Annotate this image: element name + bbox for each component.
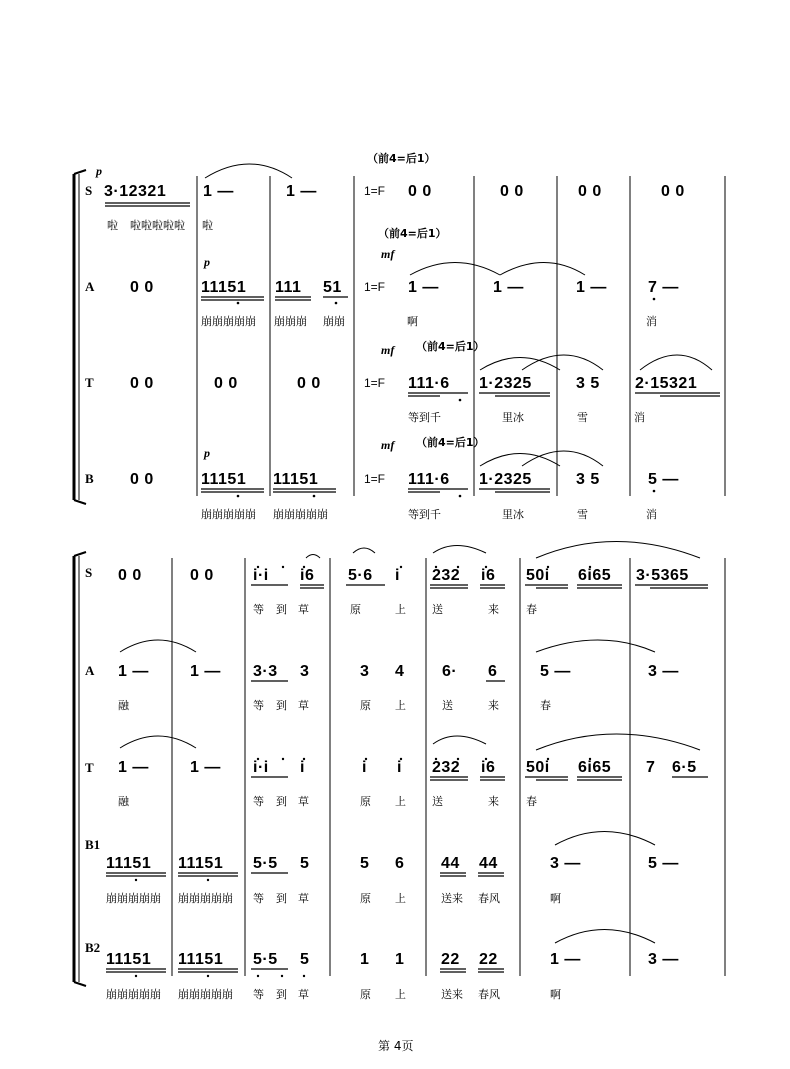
lyric: 里冰 [502,508,524,521]
note-group: 11151 [201,471,247,488]
note-group: 3 — [648,951,679,968]
lyric: 融 [118,795,129,808]
lyric: 等到千 [408,508,441,521]
dynamic-mf: mf [381,343,395,357]
lyric: 啊 [407,315,418,328]
lyric: 草 [298,892,309,905]
note-group: i6 [481,567,496,584]
lyric: 春风 [478,988,500,1001]
lyric: 啊 [550,892,561,905]
part-label-alto: A [85,279,95,294]
note-group: 3 — [550,855,581,872]
note-group: 111·6 [408,375,450,392]
lyric: 崩崩崩 [274,315,307,328]
tempo-annotation-t: （前4=后1） [416,340,485,353]
lyric: 到 [276,603,287,616]
note-group: 1 — [576,279,607,296]
lyric: 崩崩崩崩崩 [201,508,256,521]
note-group: 0 0 [190,567,214,584]
lyric: 等到千 [408,411,441,424]
note-group: 6i65 [578,759,612,776]
page-number: 第 4页 [378,1039,414,1053]
part-label-tenor: T [85,375,94,390]
note-group: 1·2325 [479,375,532,392]
note-group: i [395,567,400,584]
note-group: 1 — [118,663,149,680]
note-group: 2·15321 [635,375,698,392]
note-group: 44 [479,855,498,872]
lyric: 崩崩崩崩崩 [178,988,233,1001]
lyric: 到 [276,795,287,808]
lyric: 消 [646,508,657,521]
note-group: 1 — [203,183,234,200]
lyric: 等 [253,603,264,616]
note-group: 7 [646,759,656,776]
note-group: 6i65 [578,567,612,584]
key-signature: 1=F [364,472,386,486]
note-group: 6·5 [672,759,697,776]
lyric: 雪 [577,508,588,521]
note-group: 5·5 [253,951,278,968]
note-group: 11151 [178,951,224,968]
note-group: 44 [441,855,460,872]
lyric: 崩崩 [323,315,345,328]
lyric: 原 [360,988,371,1001]
key-signature: 1=F [364,280,386,294]
note-group: 50i [526,759,550,776]
note-group: 0 0 [297,375,321,392]
note-group: 3 [300,663,310,680]
note-group: 1 [395,951,405,968]
note-group: 111 [275,279,302,296]
note-group: 1·2325 [479,471,532,488]
lyric: 啊 [550,988,561,1001]
lyric: 崩崩崩崩崩 [106,892,161,905]
note-group: 11151 [178,855,224,872]
note-group: 22 [479,951,498,968]
note-group: 11151 [201,279,247,296]
lyric: 草 [298,795,309,808]
lyric: 到 [276,988,287,1001]
lyric: 原 [360,795,371,808]
lyric: 上 [395,603,406,616]
note-group: 3 5 [576,375,600,392]
lyric: 到 [276,699,287,712]
lyric: 融 [118,699,129,712]
lyric: 消 [646,315,657,328]
lyric: 等 [253,699,264,712]
note-group: 3 — [648,663,679,680]
note-group: i [397,759,402,776]
lyric: 春 [540,699,551,712]
note-group: 5·6 [348,567,373,584]
note-group: 0 0 [500,183,524,200]
lyric: 来 [488,699,499,712]
note-group: 5 [300,951,310,968]
dynamic-p: p [204,255,210,269]
dynamic-mf: mf [381,247,395,261]
note-group: 3·12321 [104,183,167,200]
part-label-alto: A [85,663,95,678]
note-group: i [362,759,367,776]
note-group: 1 — [408,279,439,296]
note-group: 0 0 [130,471,154,488]
note-group: 0 0 [661,183,685,200]
part-label-soprano: S [85,183,93,198]
lyric: 到 [276,892,287,905]
note-group: 50i [526,567,550,584]
note-group: 232 [432,567,461,584]
lyric: 送来 [441,892,463,905]
lyric: 啦 [107,219,118,232]
lyric: 来 [488,795,499,808]
note-group: 232 [432,759,461,776]
note-group: 3 5 [576,471,600,488]
dynamic-p: p [204,446,210,460]
tempo-annotation-b: （前4=后1） [416,436,485,449]
note-group: 5 — [648,855,679,872]
note-group: 11151 [106,951,152,968]
lyric: 等 [253,795,264,808]
lyric: 来 [488,603,499,616]
part-label-tenor: T [85,760,94,775]
note-group: i6 [481,759,496,776]
lyric: 上 [395,988,406,1001]
note-group: i·i [253,567,269,584]
dynamic-mf: mf [381,438,395,452]
note-group: i·i [253,759,269,776]
note-group: 0 0 [578,183,602,200]
lyric: 春风 [478,892,500,905]
note-group: i [300,759,305,776]
note-group: 5 — [540,663,571,680]
lyric: 草 [298,603,309,616]
lyric: 等 [253,988,264,1001]
note-group: 0 0 [130,279,154,296]
part-label-soprano: S [85,565,93,580]
lyric: 送 [442,699,453,712]
lyric: 里冰 [502,411,524,424]
lyric: 啦啦啦啦啦 [130,219,185,232]
part-label-bass1: B1 [85,837,101,852]
note-group: 1 — [118,759,149,776]
note-group: 5·5 [253,855,278,872]
note-group: 1 — [190,663,221,680]
note-group: 0 0 [408,183,432,200]
note-group: 3·5365 [636,567,689,584]
lyric: 春 [526,795,537,808]
note-group: 7 — [648,279,679,296]
lyric: 草 [298,988,309,1001]
note-group: 4 [395,663,405,680]
dynamic-p: p [96,164,102,178]
note-group: 1 — [550,951,581,968]
tempo-annotation-a: （前4=后1） [378,227,447,240]
lyric: 上 [395,892,406,905]
lyric: 原 [360,699,371,712]
note-group: 3 [360,663,370,680]
key-signature: 1=F [364,376,386,390]
note-group: 3·3 [253,663,278,680]
lyric: 上 [395,699,406,712]
note-group: 1 — [493,279,524,296]
part-label-bass2: B2 [85,940,101,955]
note-group: 6 [395,855,405,872]
lyric: 春 [526,603,537,616]
note-group: 111·6 [408,471,450,488]
note-group: 11151 [106,855,152,872]
lyric: 崩崩崩崩崩 [106,988,161,1001]
lyric: 送 [432,795,443,808]
note-group: 51 [323,279,342,296]
lyric: 消 [634,411,645,424]
note-group: 1 — [190,759,221,776]
lyric: 崩崩崩崩崩 [201,315,256,328]
note-group: 6 [488,663,498,680]
note-group: 5 — [648,471,679,488]
lyric: 啦 [202,219,213,232]
note-group: 0 0 [214,375,238,392]
note-group: 22 [441,951,460,968]
note-group: 1 — [286,183,317,200]
lyric: 送 [432,603,443,616]
lyric: 原 [350,603,361,616]
note-group: 0 0 [130,375,154,392]
part-label-bass: B [85,471,94,486]
lyric: 崩崩崩崩崩 [178,892,233,905]
lyric: 上 [395,795,406,808]
tempo-annotation-s: （前4=后1） [367,152,436,165]
lyric: 原 [360,892,371,905]
lyric: 雪 [577,411,588,424]
lyric: 送来 [441,988,463,1001]
note-group: i6 [300,567,315,584]
note-group: 5 [300,855,310,872]
note-group: 1 [360,951,370,968]
lyric: 崩崩崩崩崩 [273,508,328,521]
key-signature: 1=F [364,184,386,198]
lyric: 草 [298,699,309,712]
note-group: 0 0 [118,567,142,584]
note-group: 5 [360,855,370,872]
lyric: 等 [253,892,264,905]
note-group: 6· [442,663,458,680]
note-group: 11151 [273,471,319,488]
